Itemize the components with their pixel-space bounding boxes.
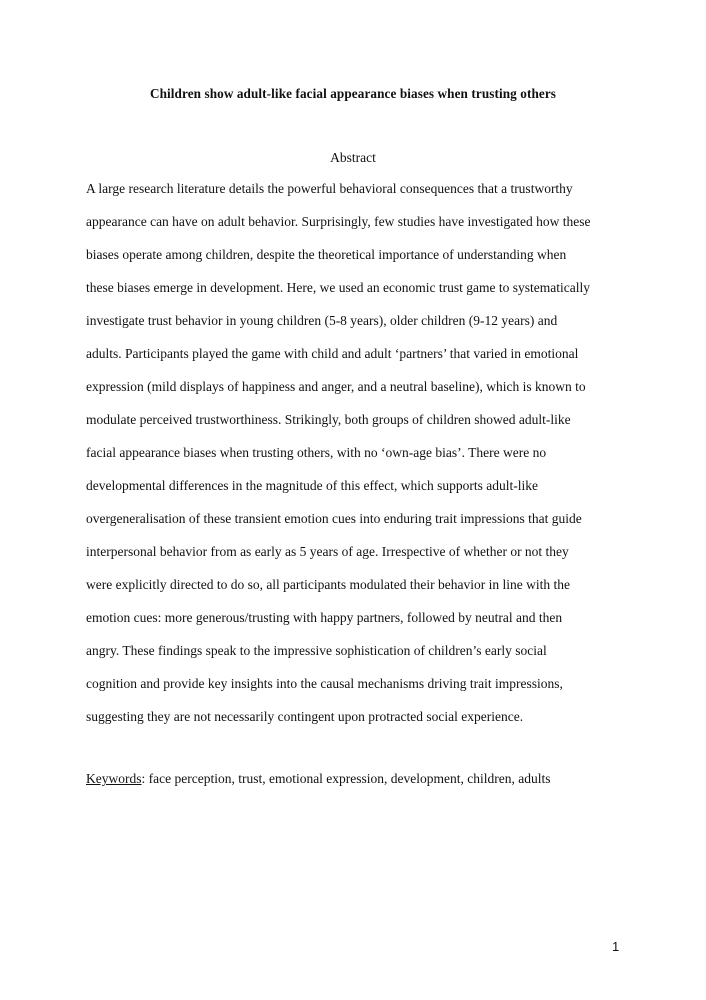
- abstract-heading: [0, 150, 706, 166]
- abstract-body: [86, 178, 646, 739]
- abstract-line: expression (mild displays of happiness and anger, and a neutral baseline), which is known to: [86, 379, 586, 394]
- paper-title: Children show adult-like facial appearance biases when trusting others: [149, 86, 557, 101]
- abstract-line: emotion cues: more generous/trusting with happy partners, followed by neutral and then: [86, 610, 563, 625]
- abstract-line: appearance can have on adult behavior. Surprisingly, few studies have investigated how these: [86, 214, 591, 229]
- abstract-line: modulate perceived trustworthiness. Strikingly, both groups of children showed adult-like: [86, 412, 571, 427]
- abstract-line: cognition and provide key insights into the causal mechanisms driving trait impressions,: [86, 676, 563, 691]
- keywords-label: Keywords: [86, 771, 142, 786]
- keywords-line: [86, 771, 551, 787]
- abstract-line: A large research literature details the powerful behavioral consequences that a trustworthy: [86, 181, 573, 196]
- page-number: 1: [612, 939, 620, 954]
- abstract-line: developmental differences in the magnitude of this effect, which supports adult-like: [86, 478, 538, 493]
- abstract-line: facial appearance biases when trusting others, with no ‘own-age bias’. There were no: [86, 445, 547, 460]
- keywords-text: : face perception, trust, emotional expression, development, children, adults: [141, 771, 551, 786]
- abstract-line: biases operate among children, despite the theoretical importance of understanding when: [86, 247, 567, 262]
- abstract-line: were explicitly directed to do so, all participants modulated their behavior in line with the: [86, 577, 570, 592]
- abstract-line: investigate trust behavior in young children (5-8 years), older children (9-12 years) and: [86, 313, 558, 328]
- abstract-line: these biases emerge in development. Here, we used an economic trust game to systematically: [86, 280, 590, 295]
- abstract-line: suggesting they are not necessarily contingent upon protracted social experience.: [86, 709, 524, 724]
- abstract-line: adults. Participants played the game with child and adult ‘partners’ that varied in emotional: [86, 346, 579, 361]
- abstract-line: angry. These findings speak to the impressive sophistication of children’s early social: [86, 643, 547, 658]
- abstract-line: interpersonal behavior from as early as 5 years of age. Irrespective of whether or not they: [86, 544, 569, 559]
- abstract-line: overgeneralisation of these transient emotion cues into enduring trait impressions that guide: [86, 511, 582, 526]
- abstract-heading-text: Abstract: [330, 150, 376, 165]
